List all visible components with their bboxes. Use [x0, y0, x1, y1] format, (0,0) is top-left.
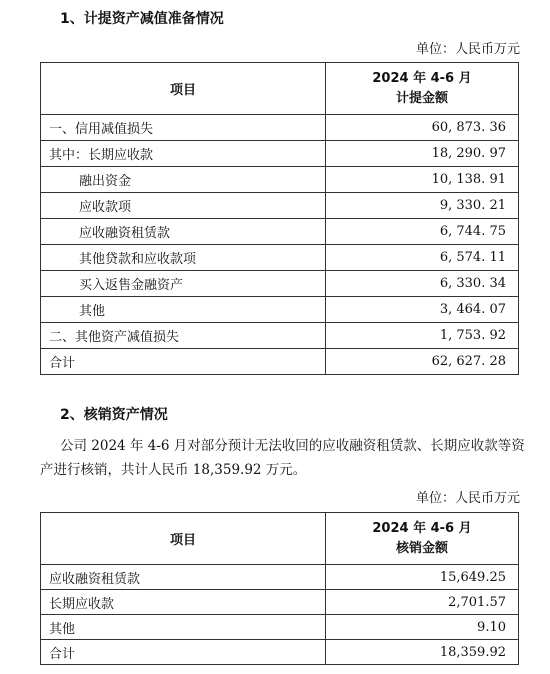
- table-row: [41, 615, 519, 640]
- row-label: 长期应收款: [41, 590, 326, 615]
- section2-paragraph: 公司 2024 年 4-6 月对部分预计无法收回的应收融资租赁款、长期应收款等资产进行核销，共计人民币 18,359.92 万元。: [40, 438, 525, 478]
- row-value: 3, 464. 07: [326, 297, 519, 323]
- row-label: 应收融资租赁款: [41, 565, 326, 590]
- header-amount-label: 计提金额: [395, 90, 448, 106]
- table-row: [41, 590, 519, 615]
- table-row: [41, 193, 519, 219]
- row-label: 应收融资租赁款: [41, 219, 326, 245]
- table-row: [41, 141, 519, 167]
- row-value: 9, 330. 21: [326, 193, 519, 219]
- table-row: [41, 271, 519, 297]
- row-value: 2,701.57: [326, 590, 519, 615]
- row-label: 二、其他资产减值损失: [41, 323, 326, 349]
- table-row: [41, 219, 519, 245]
- header-period: 2024 年 4-6 月: [372, 70, 472, 86]
- row-label: 其他: [41, 615, 326, 640]
- row-value: 6, 744. 75: [326, 219, 519, 245]
- table-row: [41, 115, 519, 141]
- provision-table: [40, 62, 519, 375]
- table-row: [41, 297, 519, 323]
- table-header-row: [41, 513, 519, 565]
- table-total-row: [41, 349, 519, 375]
- row-value: 1, 753. 92: [326, 323, 519, 349]
- row-value: 9.10: [326, 615, 519, 640]
- table-header-row: [41, 63, 519, 115]
- row-value: 62, 627. 28: [326, 349, 519, 375]
- table-row: [41, 565, 519, 590]
- section2-heading: 2、核销资产情况: [60, 407, 168, 423]
- writeoff-table: [40, 512, 519, 665]
- row-label: 合计: [41, 640, 326, 665]
- section1-heading: 1、计提资产减值准备情况: [60, 11, 224, 27]
- row-value: 18, 290. 97: [326, 141, 519, 167]
- table-row: [41, 167, 519, 193]
- row-value: 15,649.25: [326, 565, 519, 590]
- row-label: 其他贷款和应收款项: [41, 245, 326, 271]
- row-label: 买入返售金融资产: [41, 271, 326, 297]
- header-amount-label: 核销金额: [395, 540, 448, 556]
- column-header-item: 项目: [41, 513, 326, 565]
- row-value: 6, 330. 34: [326, 271, 519, 297]
- column-header-item: 项目: [41, 63, 326, 115]
- row-label: 一、信用减值损失: [41, 115, 326, 141]
- row-value: 6, 574. 11: [326, 245, 519, 271]
- table-row: [41, 323, 519, 349]
- row-label: 融出资金: [41, 167, 326, 193]
- column-header-amount: [326, 513, 519, 565]
- row-label: 合计: [41, 349, 326, 375]
- column-header-amount: [326, 63, 519, 115]
- row-value: 10, 138. 91: [326, 167, 519, 193]
- row-value: 18,359.92: [326, 640, 519, 665]
- section2-unit: 单位：人民币万元: [415, 491, 520, 506]
- row-label: 其他: [41, 297, 326, 323]
- header-period: 2024 年 4-6 月: [372, 520, 472, 536]
- table-row: [41, 245, 519, 271]
- table-total-row: [41, 640, 519, 665]
- section1-unit: 单位：人民币万元: [415, 42, 520, 57]
- row-value: 60, 873. 36: [326, 115, 519, 141]
- row-label: 应收款项: [41, 193, 326, 219]
- row-label: 其中：长期应收款: [41, 141, 326, 167]
